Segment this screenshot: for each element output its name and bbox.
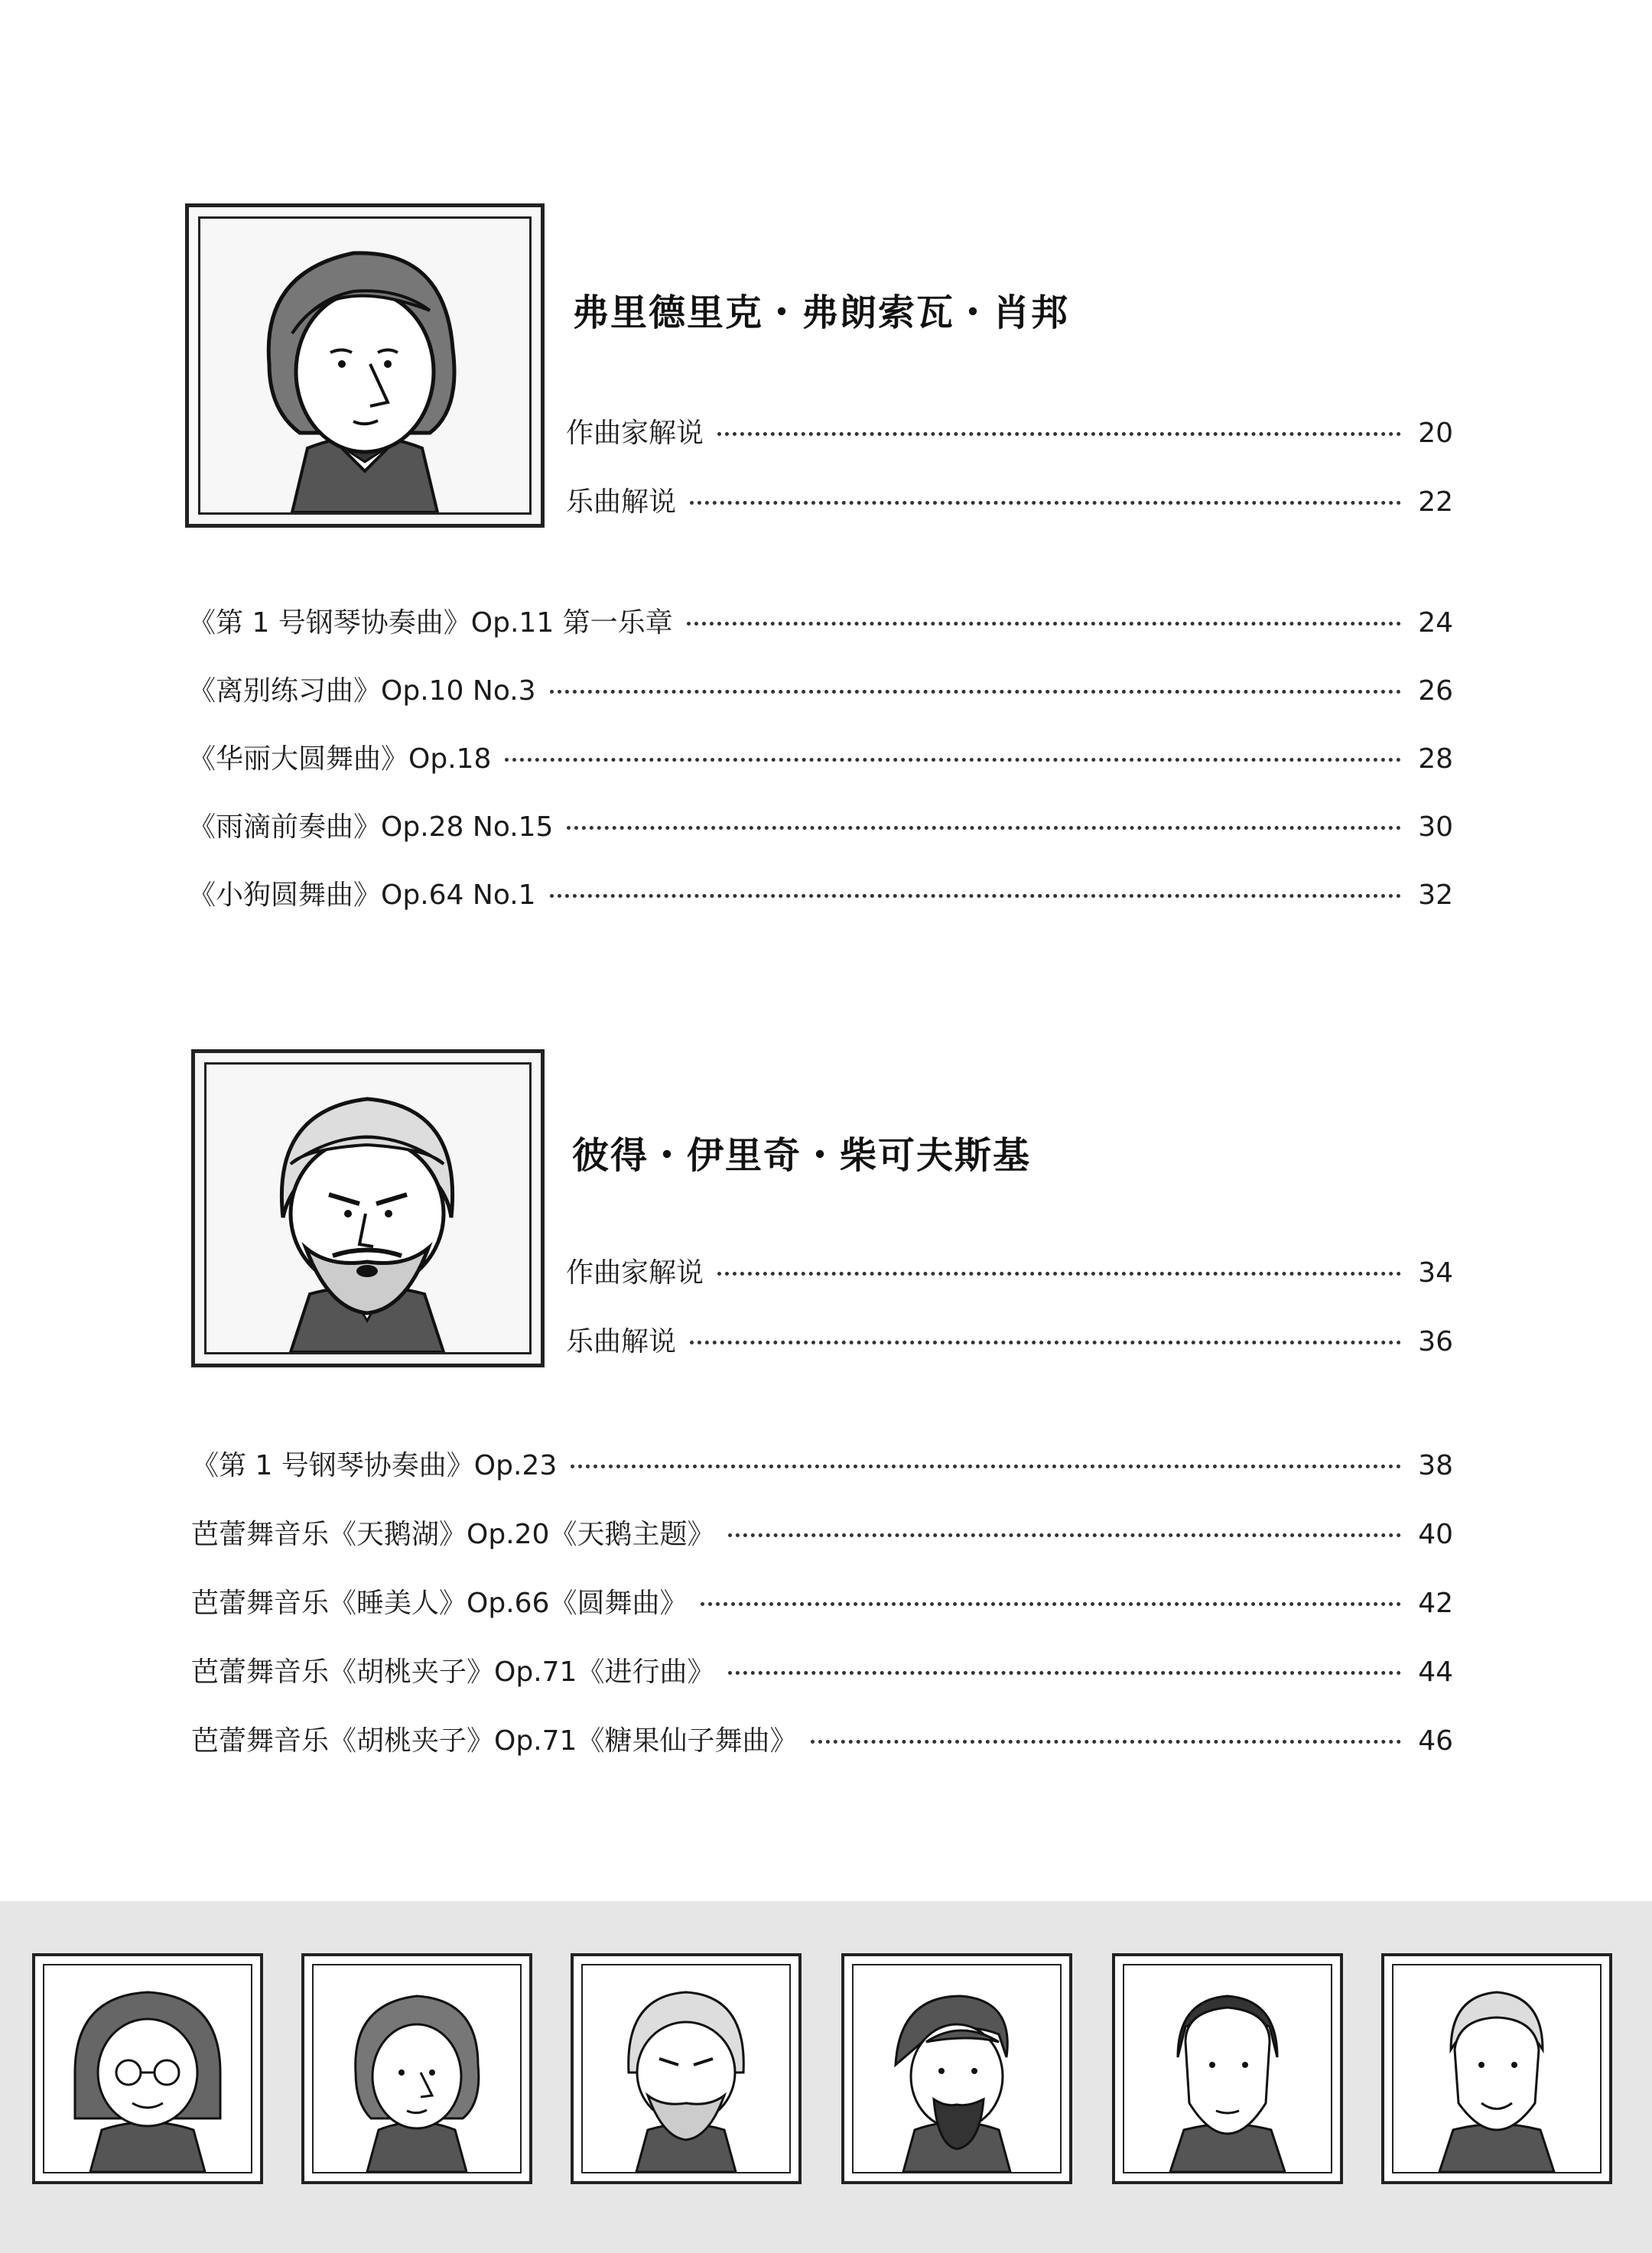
toc-entry[interactable] (566, 1320, 1453, 1359)
toc-entry-page: 22 (1418, 486, 1453, 518)
gershwin-portrait-icon (1393, 1965, 1600, 2172)
toc-entry[interactable] (188, 669, 1453, 708)
toc-entry-label: 芭蕾舞音乐《胡桃夹子》Op.71《糖果仙子舞曲》 (191, 1725, 798, 1757)
toc-entry-label: 乐曲解说 (566, 486, 677, 518)
leader-dots (811, 1740, 1401, 1744)
leader-dots (505, 758, 1401, 762)
toc-entry-page: 40 (1418, 1519, 1453, 1550)
toc-entry-page: 30 (1418, 811, 1453, 843)
toc-entry-page: 42 (1418, 1588, 1453, 1619)
toc-entry-label: 《离别练习曲》Op.10 No.3 (188, 675, 536, 707)
toc-entry-label: 作曲家解说 (566, 1257, 704, 1289)
toc-entry-label: 《华丽大圆舞曲》Op.18 (188, 743, 492, 775)
footer-portrait-frame (32, 1953, 263, 2184)
toc-entry[interactable] (191, 1513, 1453, 1552)
toc-entry[interactable] (191, 1582, 1453, 1621)
toc-entry[interactable] (188, 737, 1453, 776)
rachmaninoff-portrait-icon (1124, 1965, 1331, 2172)
toc-entry-page: 34 (1418, 1257, 1453, 1289)
toc-entry-label: 《小狗圆舞曲》Op.64 No.1 (188, 879, 536, 911)
leader-dots (717, 432, 1401, 436)
leader-dots (690, 501, 1401, 505)
toc-entry-label: 作曲家解说 (566, 418, 704, 449)
toc-entry[interactable] (566, 480, 1453, 519)
tchaikovsky-portrait-frame (191, 1049, 545, 1367)
toc-entry-label: 芭蕾舞音乐《胡桃夹子》Op.71《进行曲》 (191, 1656, 715, 1688)
footer-portrait-frame (301, 1953, 532, 2184)
leader-dots (571, 1465, 1401, 1468)
debussy-portrait-icon (854, 1965, 1060, 2172)
toc-entry[interactable] (566, 411, 1453, 450)
toc-entry-label: 《雨滴前奏曲》Op.28 No.15 (188, 811, 554, 843)
toc-entry[interactable] (188, 873, 1453, 912)
footer-portrait-frame (1381, 1953, 1612, 2184)
footer-portrait-frame (571, 1953, 802, 2184)
toc-entry-label: 芭蕾舞音乐《睡美人》Op.66《圆舞曲》 (191, 1588, 688, 1619)
footer-portrait-frame (1112, 1953, 1343, 2184)
leader-dots (567, 826, 1401, 830)
toc-entry-page: 24 (1418, 607, 1453, 639)
toc-entry-page: 26 (1418, 675, 1453, 707)
toc-entry[interactable] (188, 601, 1453, 640)
toc-entry-page: 44 (1418, 1656, 1453, 1688)
leader-dots (728, 1671, 1401, 1675)
leader-dots (717, 1272, 1401, 1276)
toc-entry-label: 乐曲解说 (566, 1326, 677, 1357)
toc-entry-page: 32 (1418, 879, 1453, 911)
composer-name-tchaikovsky: 彼得・伊里奇・柴可夫斯基 (572, 1134, 1032, 1177)
liszt-portrait-icon (44, 1965, 251, 2172)
toc-entry-page: 20 (1418, 418, 1453, 449)
tchaikovsky-portrait-icon (583, 1965, 789, 2172)
footer-portrait-frame (841, 1953, 1072, 2184)
toc-entry-label: 芭蕾舞音乐《天鹅湖》Op.20《天鹅主题》 (191, 1519, 715, 1550)
leader-dots (687, 622, 1401, 626)
toc-entry-label: 《第 1 号钢琴协奏曲》Op.23 (191, 1450, 558, 1481)
leader-dots (690, 1341, 1401, 1344)
toc-entry[interactable] (191, 1719, 1453, 1758)
toc-entry-page: 36 (1418, 1326, 1453, 1357)
tchaikovsky-portrait-icon (206, 1065, 529, 1352)
leader-dots (550, 894, 1401, 898)
toc-entry[interactable] (188, 805, 1453, 844)
chopin-portrait-icon (314, 1965, 520, 2172)
chopin-portrait-frame (185, 203, 545, 528)
leader-dots (701, 1602, 1401, 1606)
composer-name-chopin: 弗里德里克・弗朗索瓦・肖邦 (572, 291, 1070, 334)
toc-entry-page: 38 (1418, 1450, 1453, 1481)
toc-entry-page: 46 (1418, 1725, 1453, 1757)
toc-entry-label: 《第 1 号钢琴协奏曲》Op.11 第一乐章 (188, 607, 673, 639)
toc-entry-page: 28 (1418, 743, 1453, 775)
leader-dots (550, 690, 1401, 694)
chopin-portrait-icon (200, 219, 529, 512)
toc-entry[interactable] (191, 1650, 1453, 1689)
leader-dots (728, 1533, 1401, 1537)
toc-entry[interactable] (191, 1444, 1453, 1483)
toc-entry[interactable] (566, 1251, 1453, 1290)
